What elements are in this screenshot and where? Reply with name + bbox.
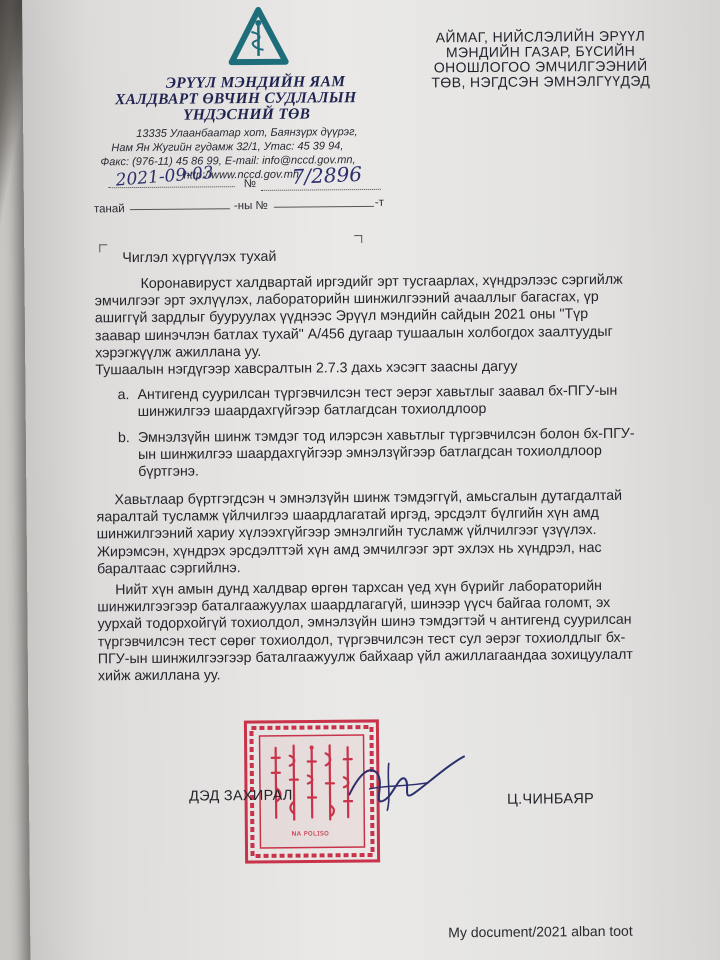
recipient-line: АЙМАГ, НИЙСЛЭЛИЙН ЭРҮҮЛ <box>435 27 646 46</box>
handwritten-signature-icon <box>329 744 470 815</box>
number-label: № <box>243 177 257 191</box>
ministry-logo-icon <box>227 6 290 69</box>
p4-line: Нийт хүн амын дунд халдвар өргөн тархсан үед хүн бүрийг лабораторийн <box>115 577 602 599</box>
recipient-line: ОНОШЛОГОО ЭМЧИЛГЭЭНИЙ <box>433 57 648 76</box>
p3-line: яаралтай тусламж үйлчилгээ шаардлагатай иргэд, эрсдэлт бүлгийн хүн амд <box>96 505 599 526</box>
paragraph-2: Тушаалын нэгдүгээр хавсралтын 2.7.3 дахь хэсэгт заасны дагуу <box>95 358 518 379</box>
recipient-line: МЭНДИЙН ГАЗАР, БҮСИЙН <box>445 42 636 61</box>
p1-line: хэрэгжүүлж ажиллана уу. <box>95 343 262 362</box>
p3-line: шинжилгээний хариу хүлээхгүйгээр эмнэлгийн тусламж үйлчилгээг үзүүлэх. <box>96 522 597 543</box>
reply-number-line <box>274 206 374 208</box>
p3-line: баралтаас сэргийлнэ. <box>96 559 241 578</box>
address-line-3: Факс: (976-11) 45 86 99, E-mail: info@nccd.gov.mn, <box>100 154 356 169</box>
handwritten-number: 7/2896 <box>291 161 363 189</box>
stamp-text: ɴᴀ ᴘᴏʟɪsᴏ <box>291 828 329 838</box>
p4-line: уурхай тодорхойгүй тохиолдол, эмнэлзүйн шинэ тэмдэгтэй ч антигенд суурилсан <box>97 612 632 633</box>
website-line: http://www.nccd.gov.mn <box>183 168 300 182</box>
list-a-line: шинжилгээ шаардахгүйгээр батлагдсан тохиолдлоор <box>137 401 487 421</box>
p1-line: Коронавируст халдвартай иргэдийг эрт тусгаарлах, хүндрэлээс сэргийлж <box>140 271 623 292</box>
document-footer: My document/2021 alban toot <box>448 922 633 941</box>
p1-line: ашиггүй зардлыг бууруулах үүднээс Эрүүл мэндийн сайдын 2021 оны "Түр <box>94 306 589 327</box>
address-line-1: 13335 Улаанбаатар хот, Баянзүрх дүүрэг, <box>136 126 358 141</box>
p4-line: түргэвчилсэн тест сөрөг тохиолдол, түргэвчилсэн тест сул эерэг тохиолдлыг бх- <box>97 629 626 650</box>
reply-date-line <box>130 208 230 210</box>
paragraph-3 <box>96 487 677 578</box>
corner-mark-left <box>99 244 107 252</box>
corner-mark-right <box>354 235 362 243</box>
list-b-line: бүртгэнэ. <box>138 463 200 481</box>
subject-line: Чиглэл хүргүүлэх тухай <box>122 248 277 267</box>
list-marker-b: b. <box>117 430 130 447</box>
reply-number-label: -ны № <box>233 199 268 213</box>
paragraph-4 <box>97 577 678 685</box>
p1-line: заавар шинэчлэн батлах тухай" А/456 дугаар тушаалын холбогдох заалтуудыг <box>94 323 613 344</box>
letter-page <box>22 0 720 960</box>
list-b-line: Эмнэлзүйн шинж тэмдэг тод илэрсэн хавьтлыг түргэвчилсэн болон бх-ПГУ- <box>137 425 635 447</box>
paragraph-1 <box>95 271 676 362</box>
list-item-b <box>138 425 676 481</box>
p4-line: хийж ажиллана уу. <box>97 667 221 685</box>
p1-line: эмчилгээг эрт эхлүүлэх, лабораторийн шинжилгээний ачааллыг багасгах, үр <box>94 289 599 310</box>
recipient-block <box>420 28 661 90</box>
list-item-a <box>137 382 675 421</box>
reply-suffix: -т <box>374 196 385 209</box>
org-line-1: ЭРҮҮЛ МЭНДИЙН ЯАМ <box>165 73 346 92</box>
address-line-2: Нам Ян Жугийн гудамж 32/1, Утас: 45 39 94, <box>111 140 344 155</box>
signatory-title: ДЭД ЗАХИРАЛ <box>188 787 293 805</box>
p3-line: Хавьтлаар бүртгэгдсэн ч эмнэлзүйн шинж тэмдэггүй, амьсгалын дутагдалтай <box>114 487 623 509</box>
reply-to-label: танай <box>93 203 125 216</box>
org-line-3: ҮНДЭСНИЙ ТӨВ <box>183 105 311 124</box>
p3-line: Жирэмсэн, хүндрэх эрсдэлттэй хүн амд эмчилгээг эрт эхлэх нь хүндрэл, нас <box>96 539 602 560</box>
list-a-line: Антигенд суурилсан түргэвчилсэн тест эерэг хавьтлыг заавал бх-ПГУ-ын <box>137 382 618 404</box>
p4-line: ПГУ-ын шинжилгээгээр баталгаажуулж байхаар үйл ажиллагаандаа зохицуулалт <box>97 646 633 668</box>
p4-line: шинжилгээгээр баталгаажуулах шаардлагагүй, шинээр үүсч байгаа голомт, эх <box>97 595 611 616</box>
signatory-name: Ц.ЧИНБАЯР <box>507 791 595 808</box>
list-b-line: ын шинжилгээ шаардахгүйгээр эмнэлзүйгээр батлагдсан тохиолдлоор <box>137 443 602 464</box>
list-marker-a: a. <box>117 387 130 404</box>
recipient-line: ТӨВ, НЭГДСЭН ЭМНЭЛГҮҮДЭД <box>431 72 651 91</box>
handwritten-date: 2021-09-03 <box>115 162 215 191</box>
org-line-2: ХАЛДВАРТ ӨВЧИН СУДЛАЛЫН <box>114 89 357 109</box>
